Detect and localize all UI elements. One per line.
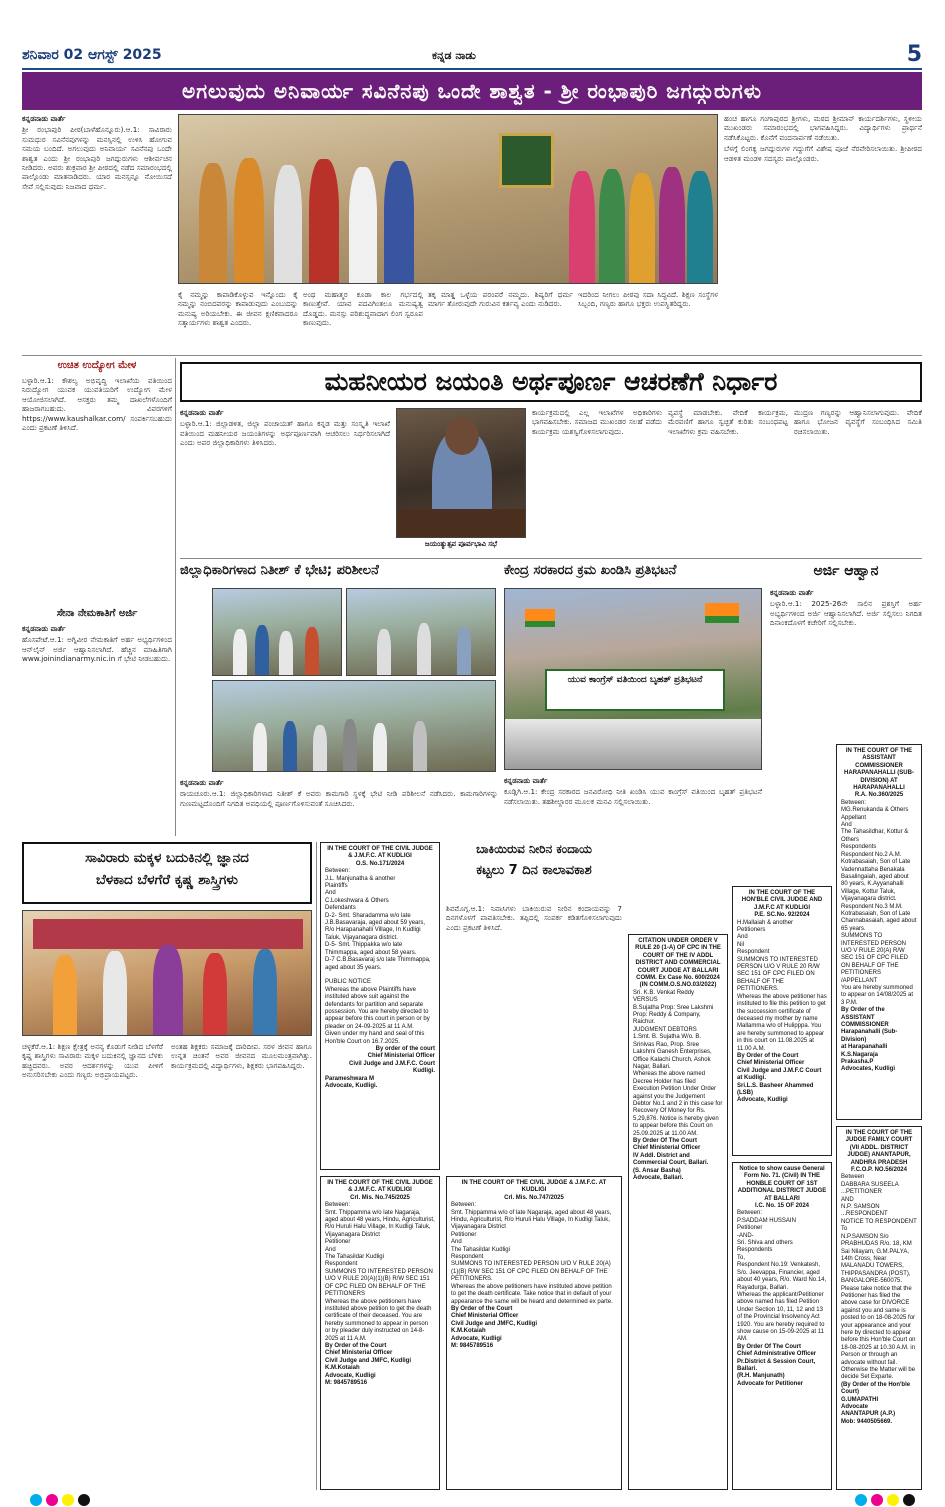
story1-col4 <box>428 290 573 350</box>
divider <box>316 842 317 1490</box>
court-notice-2 <box>320 1176 440 1490</box>
story2-dateline: ಕನ್ನಡನಾಡು ವಾರ್ತೆ <box>180 408 224 417</box>
registration-mark <box>903 1494 915 1506</box>
notice-5-body: H.Mallaiah & another Petitioners And Nil Respondent SUMMONS TO INTERESTED PERSON U/O V RULE 20 R/W SEC 151 OF CPC FILED ON BEHALF OF THE PETITIONERS. Whereas the above petitioner has instituted to file this petition to get the succession certificate of deceased my mother by name Mallamma w/o of Hulipppa. You are hereby summoned to appear in this court on 11.08.2025 at 11.00 A.M. <box>737 919 827 1052</box>
story1-text-5: ಇದರಿಂದ ನೀಗಲು ಪೀಠವು ಸದಾ ಸಿದ್ಧವಿದೆ. ಶಿಕ್ಷಣ ಸಂಸ್ಥೆಗಳ ಸಿಬ್ಬಂದಿ, ಗಣ್ಯರು ಹಾಗೂ ಭಕ್ತರು ಉಪಸ್ಥಿತರಿದ್ದರು. <box>578 290 718 309</box>
person-figure <box>599 169 625 283</box>
notice-8-body: Between DABBARA SUSEELA ...PETITIONER AND N.P. SAMSON ...RESPONDENT NOTICE TO RESPONDENT To N.P.SAMSON S/o PRABHUDAS R/o. 18, KM Sai Nilayam, G.M.PALYA, 14th Cross, Near MALANADU TOWERS, THIPPASANDRA (POST), BANGALORE-560075. Please take notice that the Petitioner has filed the above case for DIVORCE against you and same is posted to on 18-08-2025 for your appearance and your here by directed to appear before this Hon'ble Court on 18-08-2025 at 10.30 A.M. in Person or through an advocate without fail. Otherwise the Matter will be decide Set Exparte. <box>841 1174 917 1381</box>
person-figure <box>253 723 267 771</box>
crowd-ground <box>505 719 762 770</box>
banner-headline: ಅಗಲುವುದು ಅನಿವಾರ್ಯ ಸವಿನೆನಪು ಒಂದೇ ಶಾಶ್ವತ - ಶ್ರೀ ರಂಭಾಪುರಿ ಜಗದ್ಗುರುಗಳು <box>182 79 762 103</box>
notice-5-adv: Sri.L.S. Basheer Ahammed (LSB) Advocate, Kudligi <box>737 1082 814 1104</box>
notice-3-case: Crl. Mis. No.747/2025 <box>504 1194 564 1201</box>
notice-5-head: IN THE COURT OF THE HON'BLE CIVIL JUDGE AND J.M.F.C AT KUDLIGI <box>741 890 823 911</box>
person-figure <box>377 629 391 675</box>
notice-4-head: CITATION UNDER ORDER V RULE 20 (1-A) OF CPC IN THE COURT OF THE IV ADDL DISTRICT AND COMMERCIAL COURT JUDGE AT BALLARI <box>635 938 721 974</box>
court-notice-7 <box>836 744 922 1120</box>
header-rule <box>22 68 922 70</box>
story5-headline: ಅರ್ಜಿ ಆಹ್ವಾನ <box>813 563 879 579</box>
registration-mark <box>62 1494 74 1506</box>
registration-mark <box>78 1494 90 1506</box>
person-figure <box>103 951 127 1035</box>
story3-text: ರಾಯಚೂರು.ಆ.1: ಜಿಲ್ಲಾಧಿಕಾರಿಗಳಾದ ನಿತೀಶ್ ಕೆ ಅವರು ಕಾಮಗಾರಿ ಸ್ಥಳಕ್ಕೆ ಭೇಟಿ ನೀಡಿ ಪರಿಶೀಲನೆ ನಡೆಸಿದರು. ಕಾಮಗಾರಿಗಳನ್ನು ಗುಣಮಟ್ಟದೊಂದಿಗೆ ನಿಗದಿತ ಅವಧಿಯಲ್ಲಿ ಪೂರ್ಣಗೊಳಿಸುವಂತೆ ಸೂಚಿಸಿದರು. <box>180 789 498 808</box>
army-text: ಹೊಸಪೇಟೆ.ಆ.1: ಅಗ್ನಿವೀರ ನೇಮಕಾತಿಗೆ ಅರ್ಹ ಅಭ್ಯರ್ಥಿಗಳಿಂದ ಆನ್‌ಲೈನ್ ಅರ್ಜಿ ಆಹ್ವಾನಿಸಲಾಗಿದೆ. ಹೆಚ್ಚಿನ ಮಾಹಿತಿಗಾಗಿ www.joinindianarmy.nic.in ಗೆ ಭೇಟಿ ನೀಡಬಹುದು. <box>22 635 172 664</box>
notice-1-case: O.S. No.171/2024 <box>355 860 405 867</box>
person-figure <box>279 631 293 675</box>
notice-3-adv: K.M.Kotaiah Advocate, Kudligi M: 9845789516 <box>451 1328 502 1349</box>
notice-7-adv: K.S.Nagaraja Prakasha.P Advocates, Kudligi <box>841 1051 896 1073</box>
person-figure <box>659 167 685 283</box>
story2-text-d: ಮುದ್ರಣ ಗಣ್ಯರನ್ನು ಆಹ್ವಾನಿಸಲಾಗುವುದು. ವೇದಿಕೆ ಹಾಗೂ ಭೋಜನ ವ್ಯವಸ್ಥೆಗೆ ಸಂಬಂಧಿಸಿದ ಸಮಿತಿ ರಚಿಸಲಾಯಿತು. <box>794 408 922 436</box>
page-number: 5 <box>906 42 922 67</box>
story6-text: ಚಳ್ಳಕೆರೆ.ಆ.1: ಶಿಕ್ಷಣ ಕ್ಷೇತ್ರಕ್ಕೆ ಅನನ್ಯ ಕೊಡುಗೆ ನೀಡಿದ ಬೆಳಗೆರೆ ಕೃಷ್ಣ ಶಾಸ್ತ್ರಿಗಳು ಸಾವಿರಾರು ಮಕ್ಕಳ ಬದುಕಿನಲ್ಲಿ ಜ್ಞಾನದ ಬೆಳಕು ಹಚ್ಚಿದವರು. ಅವರ ಆದರ್ಶಗಳನ್ನು ಯುವ ಪೀಳಿಗೆ ಅನುಸರಿಸಬೇಕು ಎಂದು ಗಣ್ಯರು ಅಭಿಪ್ರಾಯಪಟ್ಟರು. <box>22 1042 163 1080</box>
person-figure <box>313 725 327 771</box>
header-date: ಶನಿವಾರ 02 ಆಗಸ್ಟ್ 2025 <box>22 47 162 63</box>
story7-body: ಶಿವಮೊಗ್ಗ.ಆ.1: ನಿವಾಸಿಗಳು ಬಾಕಿಯಿರುವ ನೀರಿನ ಕಂದಾಯವನ್ನು 7 ದಿನಗಳೊಳಗೆ ಪಾವತಿಸಬೇಕು. ತಪ್ಪಿದಲ್ಲಿ ಸಂಪರ್ಕ ಕಡಿತಗೊಳಿಸಲಾಗುವುದು ಎಂದು ಪ್ರಕಟಣೆ ತಿಳಿಸಿದೆ. <box>446 904 622 932</box>
story1-text-6b: ಬೆಳಗ್ಗೆ ಲಿಂಗಕ್ಯ ಜಗದ್ಗುರುಗಳ ಗದ್ದುಗೆಗೆ ವಿಶೇಷ ಪೂಜೆ ನೆರವೇರಿಸಲಾಯಿತು. ಶ್ರೀಪೀಠದ ಆಡಳಿತ ಮಂಡಳಿ ಸದಸ್ಯರು ಪಾಲ್ಗೊಂಡರು. <box>724 144 922 163</box>
person-figure <box>413 721 427 771</box>
person-figure <box>384 161 414 283</box>
story7-headline-line2: ಕಟ್ಟಲು 7 ದಿನ ಕಾಲಾವಕಾಶ <box>476 863 592 878</box>
notice-3-head: IN THE COURT OF THE CIVIL JUDGE & J.M.F.C. AT KUDLIGI <box>461 1180 607 1194</box>
person-figure <box>199 163 227 283</box>
story3-body <box>180 778 498 836</box>
notice-8-case: F.C.O.P. NO.56/2024 <box>851 1167 907 1174</box>
story4-photo <box>504 588 762 770</box>
story2-text-b: ಕಾರ್ಯಕ್ರಮದಲ್ಲಿ ಎಲ್ಲ ಇಲಾಖೆಗಳ ಅಧಿಕಾರಿಗಳು ಭಾಗವಹಿಸಬೇಕು. ಸಮಾಜದ ಮುಖಂಡರ ಸಲಹೆ ಪಡೆದು ಕಾರ್ಯಕ್ರಮ ಯಶಸ್ವಿಗೊಳಿಸಲಾಗುವುದು. <box>532 408 662 436</box>
person-figure <box>53 955 77 1035</box>
notice-5-case: P.E. SC.No. 92/2024 <box>754 912 810 919</box>
story2-text: ಬಳ್ಳಾರಿ.ಆ.1: ಜಿಲ್ಲಾಡಳಿತ, ಜಿಲ್ಲಾ ಪಂಚಾಯತ್ ಹಾಗೂ ಕನ್ನಡ ಮತ್ತು ಸಂಸ್ಕೃತಿ ಇಲಾಖೆ ವತಿಯಿಂದ ಮಹನೀಯರ ಜಯಂತಿಗಳನ್ನು ಅರ್ಥಪೂರ್ಣವಾಗಿ ಆಚರಿಸಲು ನಿರ್ಧರಿಸಲಾಗಿದೆ ಎಂದು ಅಪರ ಜಿಲ್ಲಾಧಿಕಾರಿಗಳು ತಿಳಿಸಿದರು. <box>180 419 390 448</box>
registration-mark <box>887 1494 899 1506</box>
person-figure <box>233 629 247 675</box>
notice-8-sign: (By Order of the Hon'ble Court) <box>841 1381 911 1396</box>
story2-photo <box>396 408 526 538</box>
registration-mark <box>855 1494 867 1506</box>
story1-col3 <box>303 290 423 350</box>
notice-7-sign: By Order of the ASSISTANT COMMISSIONER Harapanahalli (Sub-Division) at Harapanahalli <box>841 1007 898 1051</box>
story3-dateline: ಕನ್ನಡನಾಡು ವಾರ್ತೆ <box>180 778 224 787</box>
story2-col3 <box>668 408 788 553</box>
notice-8-head: IN THE COURT OF THE JUDGE FAMILY COURT (VII ADDL. DISTRICT JUDGE) ANANTAPUR, ANDHRA PRADESH <box>845 1130 913 1166</box>
notice-6-head: Notice to show cause General Form No. 71. (Civil) IN THE HONBLE COURT OF 1ST ADDITIONAL DISTRICT JUDGE AT BALLARI <box>737 1166 827 1202</box>
person-figure <box>309 159 339 283</box>
person-figure <box>569 171 595 283</box>
story1-photo <box>178 114 718 284</box>
court-notice-6 <box>732 1162 832 1490</box>
story1-col6 <box>724 114 922 334</box>
story6-body <box>22 1042 312 1490</box>
person-figure <box>629 173 655 283</box>
story3-photo-1 <box>212 588 342 676</box>
flag <box>705 603 739 623</box>
person-figure <box>305 627 319 675</box>
person-figure <box>373 723 387 771</box>
story1-col1 <box>22 114 172 329</box>
person-figure <box>253 949 277 1035</box>
person-figure <box>349 167 377 283</box>
person-figure <box>343 719 357 771</box>
notice-4-adv: (S. Ansar Basha) Advocate, Ballari. <box>633 1167 684 1181</box>
story6-text-b: ಅಂತಹ ಶಿಕ್ಷಕರು ಸಮಾಜಕ್ಕೆ ದಾರಿದೀಪ. ಸರಳ ಜೀವನ ಹಾಗೂ ಉನ್ನತ ಚಿಂತನೆ ಅವರ ಜೀವನದ ಮೂಲಮಂತ್ರವಾಗಿತ್ತು. ಕಾರ್ಯಕ್ರಮದಲ್ಲಿ ವಿದ್ಯಾರ್ಥಿಗಳು, ಶಿಕ್ಷಕರು ಭಾಗವಹಿಸಿದ್ದರು. <box>171 1042 312 1070</box>
notice-3-body: Between: Smt. Thippamma w/o of late Nagaraja, aged about 48 years, Hindu, Agriculturist, R/o Huruli Halu Village, In Kudligi Taluk, Vijayanagara District Petitioner And The Tahasildar Kudligi Respondent SUMMONS TO INTERESTED PERSON U/O V RULE 20(A)(1)(B) R/W SEC 151 OF CPC FILED ON BEHALF OF THE PETITIONERS. Whereas the above petitioners have instituted above petition to get the death certificate. Take notice that in default of your appearance the same will be heard and determined ex parte. <box>451 1202 613 1305</box>
story1-col2 <box>178 290 298 350</box>
notice-5-sign: By Order of the Court Chief Ministerial Officer Civil Judge and J.M.F.C Court at Kudligi. <box>737 1052 822 1082</box>
story1-dateline: ಕನ್ನಡನಾಡು ವಾರ್ತೆ <box>22 114 66 123</box>
story3-headline: ಜಿಲ್ಲಾಧಿಕಾರಿಗಳಾದ ನಿತೀಶ್ ಕೆ ಭೇಟಿ; ಪರಿಶೀಲನೆ <box>180 563 379 578</box>
story6-photo <box>22 910 312 1036</box>
notice-2-head: IN THE COURT OF THE CIVIL JUDGE & J.M.F.C. AT KUDLIGI <box>327 1180 433 1194</box>
notice-7-case: R.A. No.360/2025 <box>854 792 904 799</box>
notice-6-sign: By Order Of The Court Chief Administrative Officer Pr.District & Session Court, Ballari. <box>737 1343 817 1372</box>
story5-body <box>770 588 922 740</box>
story6-headline-line1: ಸಾವಿರಾರು ಮಕ್ಕಳ ಬದುಕಿನಲ್ಲಿ ಜ್ಞಾನದ <box>85 850 249 866</box>
divider <box>175 358 176 836</box>
person-figure <box>153 945 183 1035</box>
official-head <box>445 417 479 455</box>
wall-frame <box>499 133 554 188</box>
registration-mark <box>46 1494 58 1506</box>
story5-text: ಬಳ್ಳಾರಿ.ಆ.1: 2025-26ನೇ ಸಾಲಿನ ಪ್ರಶಸ್ತಿಗೆ ಅರ್ಹ ಅಭ್ಯರ್ಥಿಗಳಿಂದ ಅರ್ಜಿ ಆಹ್ವಾನಿಸಲಾಗಿದೆ. ಅರ್ಜಿ ಸಲ್ಲಿಸಲು ನಿಗದಿತ ದಿನಾಂಕದೊಳಗೆ ಕಚೇರಿಗೆ ಸಲ್ಲಿಸಬೇಕು. <box>770 599 922 628</box>
notice-8-adv: G.UMAPATHI Advocate ANANTAPUR (A.P.) Mob: 9440505669. <box>841 1396 896 1425</box>
person-figure <box>283 721 297 771</box>
story7-headline-line1: ಬಾಕಿಯಿರುವ ನೀರಿನ ಕಂದಾಯ <box>476 842 592 856</box>
court-notice-5 <box>732 886 832 1156</box>
army-body <box>22 624 172 829</box>
court-notice-1 <box>320 842 440 1170</box>
jobs-title: ಉಚಿತ ಉದ್ಯೋಗ ಮೇಳ <box>57 360 137 371</box>
banner-headline-bar <box>22 72 922 110</box>
notice-4-case: COMM. Ex Case No. 600/2024 (IN COMM.O.S.NO.03/2022) <box>636 975 720 989</box>
jobs-body: ಬಳ್ಳಾರಿ.ಆ.1: ಕೌಶಲ್ಯ ಅಭಿವೃದ್ಧಿ ಇಲಾಖೆಯ ವತಿಯಿಂದ ನಿರುದ್ಯೋಗ ಯುವಕ ಯುವತಿಯರಿಗೆ ಉದ್ಯೋಗ ಮೇಳ ಆಯೋಜಿಸಲಾಗಿದೆ. ಆಸಕ್ತರು ತಮ್ಮ ದಾಖಲೆಗಳೊಂದಿಗೆ ಹಾಜರಾಗಬಹುದು. ವಿವರಗಳಿಗೆ https://www.kaushalkar.com/ ಸಂಪರ್ಕಿಸಬಹುದು ಎಂದು ಪ್ರಕಟಣೆ ತಿಳಿಸಿದೆ. <box>22 376 172 433</box>
court-notice-3 <box>446 1176 622 1490</box>
story1-text-1: ಶ್ರೀ ರಂಭಾಪುರಿ ಪೀಠ(ಬಾಳೆಹೊನ್ನೂರು).ಆ.1: ಸಾವಿರಾರು ಸುಮಧುರ ಸವಿನೆನಪುಗಳನ್ನು ಮನಸ್ಸಿನಲ್ಲಿ ಉಳಿಸಿ ಹೋಗುವ ಸಮಯ ಬಂದಿದೆ. ಅಗಲುವುದು ಅನಿವಾರ್ಯ ಸವಿನೆನಪು ಒಂದೇ ಶಾಶ್ವತ ಎಂದು ಶ್ರೀ ರಂಭಾಪುರಿ ಜಗದ್ಗುರುಗಳು ಆಶೀರ್ವಚನ ನೀಡಿದರು. ಅವರು ಶುಕ್ರವಾರ ಶ್ರೀ ಪೀಠದಲ್ಲಿ ನಡೆದ ಸಮಾರಂಭದಲ್ಲಿ ಪಾಲ್ಗೊಂಡು ಮಾತನಾಡಿದರು. ಯಾರ ಮನಸ್ಸನ್ನೂ ನೋಯಿಸದೆ ಸೇವೆ ಸಲ್ಲಿಸುವುದು ನಿಜವಾದ ಧರ್ಮ. <box>22 125 172 191</box>
court-notice-8 <box>836 1126 922 1490</box>
story1-text-6: ಹಂಚ ಹಾಗೂ ಗಂಗಾಪುರದ ಶ್ರೀಗಳು, ಮಠದ ಶ್ರೀಮಾನ್ ಕಾರ್ಯದರ್ಶಿಗಳು, ಸ್ಥಳೀಯ ಮುಖಂಡರು ಸಮಾರಂಭದಲ್ಲಿ ಭಾಗವಹಿಸಿದ್ದರು. ವಿದ್ಯಾರ್ಥಿಗಳು ಪ್ರಾರ್ಥನೆ ನಡೆಸಿಕೊಟ್ಟರು. ಕೊನೆಗೆ ವಂದನಾರ್ಪಣೆ ನಡೆಯಿತು. <box>724 114 922 142</box>
person-figure <box>457 627 471 675</box>
notice-7-head: IN THE COURT OF THE ASSISTANT COMMISSIONER HARAPANAHALLI (SUB-DIVISION) AT HARAPANAHALLI <box>844 748 914 792</box>
story1-text-2: ಕೈ ನಮ್ಮನ್ನು ಕಾಪಾಡಿಕೊಳ್ಳುವ ಇನ್ನೊಂದು ಕೈ ನಮ್ಮನ್ನು ನಂಬಿದವರನ್ನು ಕಾಪಾಡುವುದು ಎಂಬುದನ್ನು ಮನುಷ್ಯ ಅರಿಯಬೇಕು. ಈ ಜೀವನ ಕ್ಷಣಿಕವಾದರೂ ಸತ್ಕಾರ್ಯಗಳು ಶಾಶ್ವತ ಎಂದರು. <box>178 290 298 328</box>
notice-2-body: Between: Smt. Thippamma w/o late Nagaraja, aged about 48 years, Hindu, Agriculturist, R/o Huruli Halu Village, In Kudligi Taluk, Vijayanagara District Petitioner And The Tahasildar Kudligi Respondent SUMMONS TO INTERESTED PERSON U/O V RULE 20(A)(1)(B) R/W SEC 151 OF CPC FILED ON BEHALF OF THE PETITIONERS Whereas the above petitioners have instituted above petition to get the death certificate of their deceased. You are hereby summoned to appear in person or by pleader duly instructed on 14-8-2025 at 11 A.M. <box>325 1202 435 1342</box>
flag <box>525 609 555 627</box>
notice-7-body: Between: MG.Renukanda & Others Appellant And The Tahasildhar, Kottur & Others Respondents Respondent No.2 A.M. Kotrabasaiah, Son of Late Vadennattaha Benakala Basalingaiah, aged about 80 years, K.Ayyanahalli Village, Kottur Taluk, Vijayanagara district. Respondent No.3 M.M. Kotrabasaiah, Son of Late Channabasaiah, aged about 65 years. SUMMONS TO INTERESTED PERSON U/O V RULE 20(A) R/W SEC 151 OF CPC FILED ON BEHALF OF THE PETITIONERS /APPELLANT You are hereby summoned to appear on 14/08/2025 at 3 P.M. <box>841 799 917 1006</box>
person-figure <box>417 623 431 675</box>
divider <box>22 355 922 356</box>
notice-6-case: I.C. No. 15 OF 2024 <box>754 1203 810 1210</box>
notice-4-body: Sri. K.B. Venkat Reddy VERSUS B.Sujatha Prop: Sree Lakshmi Prop: Reddy & Company, Raichur. JUDGMENT DEBTORS 1.Smt. B. Sujatha W/o. B. Srinivas Rao, Prop. Sree Lakshmi Ganesh Enterprises, Office Kalachi Church, Ashok Nagar, Ballari. Whereas the above named Decree Holder has filed Execution Petition Under Order against you the Judgement Debtor No.1 and 2 in this case for Recovery Of Money for Rs. 5,29,876. Notice is hereby given to appear before this Court on 25.09.2025 at 11.00 AM. <box>633 989 723 1137</box>
person-figure <box>203 953 227 1035</box>
notice-1-sign: By order of the court Chief Ministerial Officer Civil Judge and J.M.F.C. Court Kudligi. <box>348 1045 435 1075</box>
army-dateline: ಕನ್ನಡನಾಡು ವಾರ್ತೆ <box>22 624 66 633</box>
notice-2-adv: K.M.Kotaiah Advocate, Kudligi M: 9845789516 <box>325 1365 376 1386</box>
story5-dateline: ಕನ್ನಡನಾಡು ವಾರ್ತೆ <box>770 588 814 597</box>
story1-col5 <box>578 290 718 350</box>
story3-photo-3 <box>212 680 496 772</box>
headline2: ಮಹನೀಯರ ಜಯಂತಿ ಅರ್ಥಪೂರ್ಣ ಆಚರಣೆಗೆ ನಿರ್ಧಾರ <box>180 362 922 402</box>
story2-col1 <box>180 408 390 528</box>
person-figure <box>234 158 264 283</box>
notice-1-adv: Parameshwara M Advocate, Kudligi. <box>325 1075 378 1089</box>
person-figure <box>274 165 302 283</box>
protest-banner-text: ಯುವ ಕಾಂಗ್ರೆಸ್ ವತಿಯಿಂದ ಬೃಹತ್ ಪ್ರತಿಭಟನೆ <box>567 675 703 685</box>
registration-mark <box>30 1494 42 1506</box>
notice-1-head: IN THE COURT OF THE CIVIL JUDGE & J.M.F.C. AT KUDLIGI <box>327 846 433 860</box>
notice-2-case: Crl. Mis. No.745/2025 <box>350 1194 410 1201</box>
notice-6-adv: (R.H. Manjunath) Advocate for Petitioner <box>737 1373 804 1387</box>
story4-dateline: ಕನ್ನಡನಾಡು ವಾರ್ತೆ <box>504 776 548 785</box>
story6-headline-line2: ಬೆಳಕಾದ ಬೆಳಗೆರೆ ಕೃಷ್ಣ ಶಾಸ್ತ್ರಿಗಳು <box>96 872 238 888</box>
notice-4-sign: By Order Of The Court Chief Ministerial Officer IV Addl. District and Commercial Court, Ballari. <box>633 1137 709 1167</box>
story2-col2 <box>532 408 662 553</box>
story4-body <box>504 776 762 836</box>
protest-banner <box>545 669 725 711</box>
notice-3-sign: By Order of the Court Chief Ministerial Officer Civil Judge and JMFC, Kudligi <box>451 1305 538 1327</box>
notice-6-body: Between: P.SADDAM HUSSAIN Petitioner -AND- Sri. Shiva and others Respondents To, Respondent No.19: Venkatesh, S/o. Jeevappa, Financier, aged about 40 years, R/o. Ward No.14, Rayadurga, Ballari. Whereas the applicant/Petitioner above named has filed Petition Under Section 10, 11, 12 and 13 of the Provincial Insolvency Act 1920. You are hereby required to show cause on 15-09-2025 at 11 AM. <box>737 1210 827 1343</box>
masthead-logo: ಕನ್ನಡ ನಾಡು <box>432 49 476 62</box>
story4-headline: ಕೇಂದ್ರ ಸರಕಾರದ ಕ್ರಮ ಖಂಡಿಸಿ ಪ್ರತಿಭಟನೆ <box>504 563 677 578</box>
story2-col4 <box>794 408 922 553</box>
story2-caption: ಜಯಂತ್ಯುತ್ಸವ ಪೂರ್ವಭಾವಿ ಸಭೆ <box>424 540 498 548</box>
registration-mark <box>871 1494 883 1506</box>
story7-headline-box <box>446 842 622 900</box>
person-figure <box>255 625 269 675</box>
army-title: ಸೇನಾ ನೇಮಕಾತಿಗೆ ಅರ್ಜಿ <box>56 608 138 619</box>
divider <box>180 558 922 559</box>
story2-text-c: ವ್ಯವಸ್ಥೆ ಮಾಡಬೇಕು. ವೇದಿಕೆ ಕಾರ್ಯಕ್ರಮ, ಮೆರವಣಿಗೆ ಹಾಗೂ ಸ್ವಚ್ಛತೆ ಕುರಿತು ಸಂಬಂಧಪಟ್ಟ ಇಲಾಖೆಗಳು ಕ್ರಮ ವಹಿಸಬೇಕು. <box>668 408 788 436</box>
story4-text: ಕೂಡ್ಲಿಗಿ.ಆ.1: ಕೇಂದ್ರ ಸರಕಾರದ ಜನವಿರೋಧಿ ನೀತಿ ಖಂಡಿಸಿ ಯುವ ಕಾಂಗ್ರೆಸ್ ವತಿಯಿಂದ ಬೃಹತ್ ಪ್ರತಿಭಟನೆ ನಡೆಸಲಾಯಿತು. ತಹಶೀಲ್ದಾರರ ಮೂಲಕ ಮನವಿ ಸಲ್ಲಿಸಲಾಯಿತು. <box>504 787 762 806</box>
story1-text-3: ಅಂಥ ಮಹಾತ್ಮರ ಕೂಡಾ ಕಾಲ ಗರ್ಭದಲ್ಲಿ ಕಾಣುತ್ತೇವೆ. ಯಾವ ಪದವಿಗಿಂತಲೂ ಮನುಷ್ಯತ್ವ ದೊಡ್ಡದು. ಮನಸ್ಸು ಪರಿಶುದ್ಧವಾದಾಗ ಲಿಂಗ ಸ್ವರೂಪ ಕಾಣುವುದು. <box>303 290 423 328</box>
story6-headline-box <box>22 842 312 904</box>
person-figure <box>687 171 713 283</box>
story3-photo-2 <box>346 588 496 676</box>
notice-1-body: Between: J.L. Manjunatha & another Plaintiffs And C.Lokeshwara & Others Defendants D-2- Smt. Sharadamma w/o late J.B.Basavaraja, aged about 59 years, R/o Harapanahalli Village, In Kudligi Taluk, Vijayanagara district. D-5- Smt. Thippakka w/o late Thimmappa, aged about 58 years. D-7 C.B.Basavaraj s/o late Thimmappa, aged about 35 years. PUBLIC NOTICE Whereas the above Plaintiffs have instituted above suit against the defendants for partition and separate possession. You are hereby directed to appear before this court in person or by pleader on 24-09-2025 at 11 A.M. Given under my hand and seal of this Hon'ble Court on 16.7.2025. <box>325 868 431 1045</box>
desk <box>397 509 526 538</box>
story1-text-4: ತಕ್ಕ ಮಾತ್ಡ ಒಳ್ಳೆಯ ಪರಂಪರೆ ನಮ್ಮದು. ಶಿಷ್ಯರಿಗೆ ಧರ್ಮ ಮಾರ್ಗ ತೋರುವುದೇ ಗುರುವಿನ ಕರ್ತವ್ಯ ಎಂದು ನುಡಿದರು. <box>428 290 573 309</box>
court-notice-4 <box>628 934 728 1490</box>
notice-2-sign: By Order of the Court Chief Ministerial Officer Civil Judge and JMFC, Kudligi <box>325 1342 412 1364</box>
